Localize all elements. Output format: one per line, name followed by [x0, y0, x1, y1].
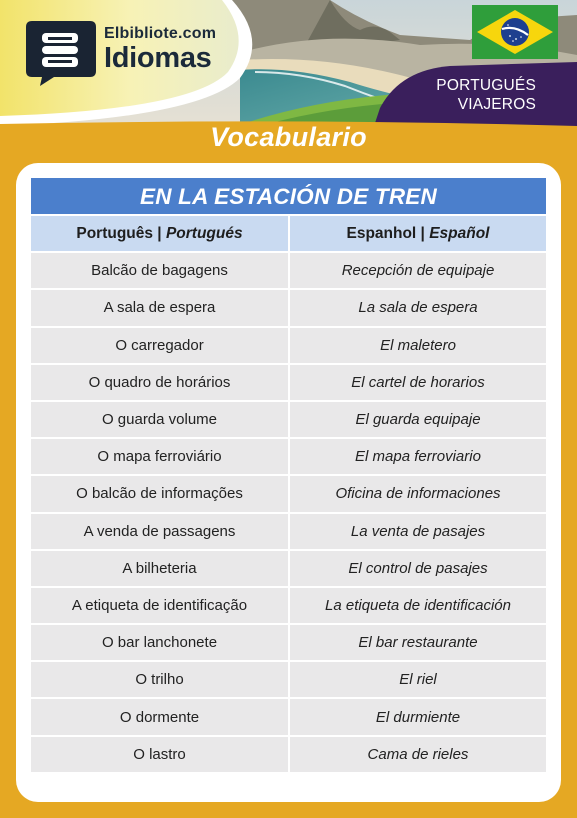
section-title: Vocabulario	[210, 122, 367, 152]
spanish-term: El riel	[288, 662, 546, 697]
header-portuguese	[31, 216, 288, 251]
header-spanish-label: Espanhol |	[346, 224, 430, 242]
table-row	[31, 288, 546, 325]
portuguese-term: O lastro	[31, 737, 288, 772]
header-spanish-label-italic: Español	[429, 224, 490, 242]
portuguese-term: A etiqueta de identificação	[31, 588, 288, 623]
spanish-term: Cama de rieles	[288, 737, 546, 772]
portuguese-term: O carregador	[31, 328, 288, 363]
spanish-term: Oficina de informaciones	[288, 476, 546, 511]
spanish-term: La venta de pasajes	[288, 514, 546, 549]
table-row	[31, 660, 546, 697]
spanish-term: Recepción de equipaje	[288, 253, 546, 288]
header-portuguese-label-italic: Portugués	[165, 224, 243, 242]
table-header-row	[31, 214, 546, 251]
brand-name	[104, 26, 216, 73]
table-row	[31, 697, 546, 734]
spanish-term: La etiqueta de identificación	[288, 588, 546, 623]
portuguese-term: O dormente	[31, 699, 288, 734]
brand-title: Idiomas	[104, 42, 212, 74]
spanish-term: El cartel de horarios	[288, 365, 546, 400]
table-body	[31, 251, 546, 772]
page-header	[0, 0, 577, 132]
portuguese-term: O trilho	[31, 662, 288, 697]
spanish-term: El mapa ferroviario	[288, 439, 546, 474]
portuguese-term: O bar lanchonete	[31, 625, 288, 660]
course-badge	[428, 70, 558, 120]
vocabulary-table	[31, 178, 546, 772]
course-line-1: PORTUGUÉS	[436, 77, 536, 94]
table-row	[31, 251, 546, 288]
table-row	[31, 363, 546, 400]
table-row	[31, 400, 546, 437]
spanish-term: El guarda equipaje	[288, 402, 546, 437]
table-row	[31, 326, 546, 363]
table-row	[31, 437, 546, 474]
portuguese-term: A bilheteria	[31, 551, 288, 586]
table-title: EN LA ESTACIÓN DE TREN	[31, 178, 546, 214]
portuguese-term: O quadro de horários	[31, 365, 288, 400]
spanish-term: La sala de espera	[288, 290, 546, 325]
portuguese-term: Balcão de bagagens	[31, 253, 288, 288]
spanish-term: El maletero	[288, 328, 546, 363]
spanish-term: El control de pasajes	[288, 551, 546, 586]
portuguese-term: O guarda volume	[31, 402, 288, 437]
table-row	[31, 586, 546, 623]
header-spanish	[288, 216, 546, 251]
portuguese-term: O balcão de informações	[31, 476, 288, 511]
table-row	[31, 474, 546, 511]
logo-icon	[24, 17, 98, 87]
portuguese-term: A venda de passagens	[31, 514, 288, 549]
table-row	[31, 549, 546, 586]
brazil-flag-icon	[472, 5, 558, 59]
header-portuguese-label: Português |	[76, 224, 166, 242]
table-row	[31, 512, 546, 549]
table-row	[31, 623, 546, 660]
course-line-2: VIAJEROS	[457, 96, 536, 113]
spanish-term: El durmiente	[288, 699, 546, 734]
portuguese-term: A sala de espera	[31, 290, 288, 325]
table-row	[31, 735, 546, 772]
spanish-term: El bar restaurante	[288, 625, 546, 660]
portuguese-term: O mapa ferroviário	[31, 439, 288, 474]
brand-site: Elbibliote.com	[104, 25, 217, 42]
